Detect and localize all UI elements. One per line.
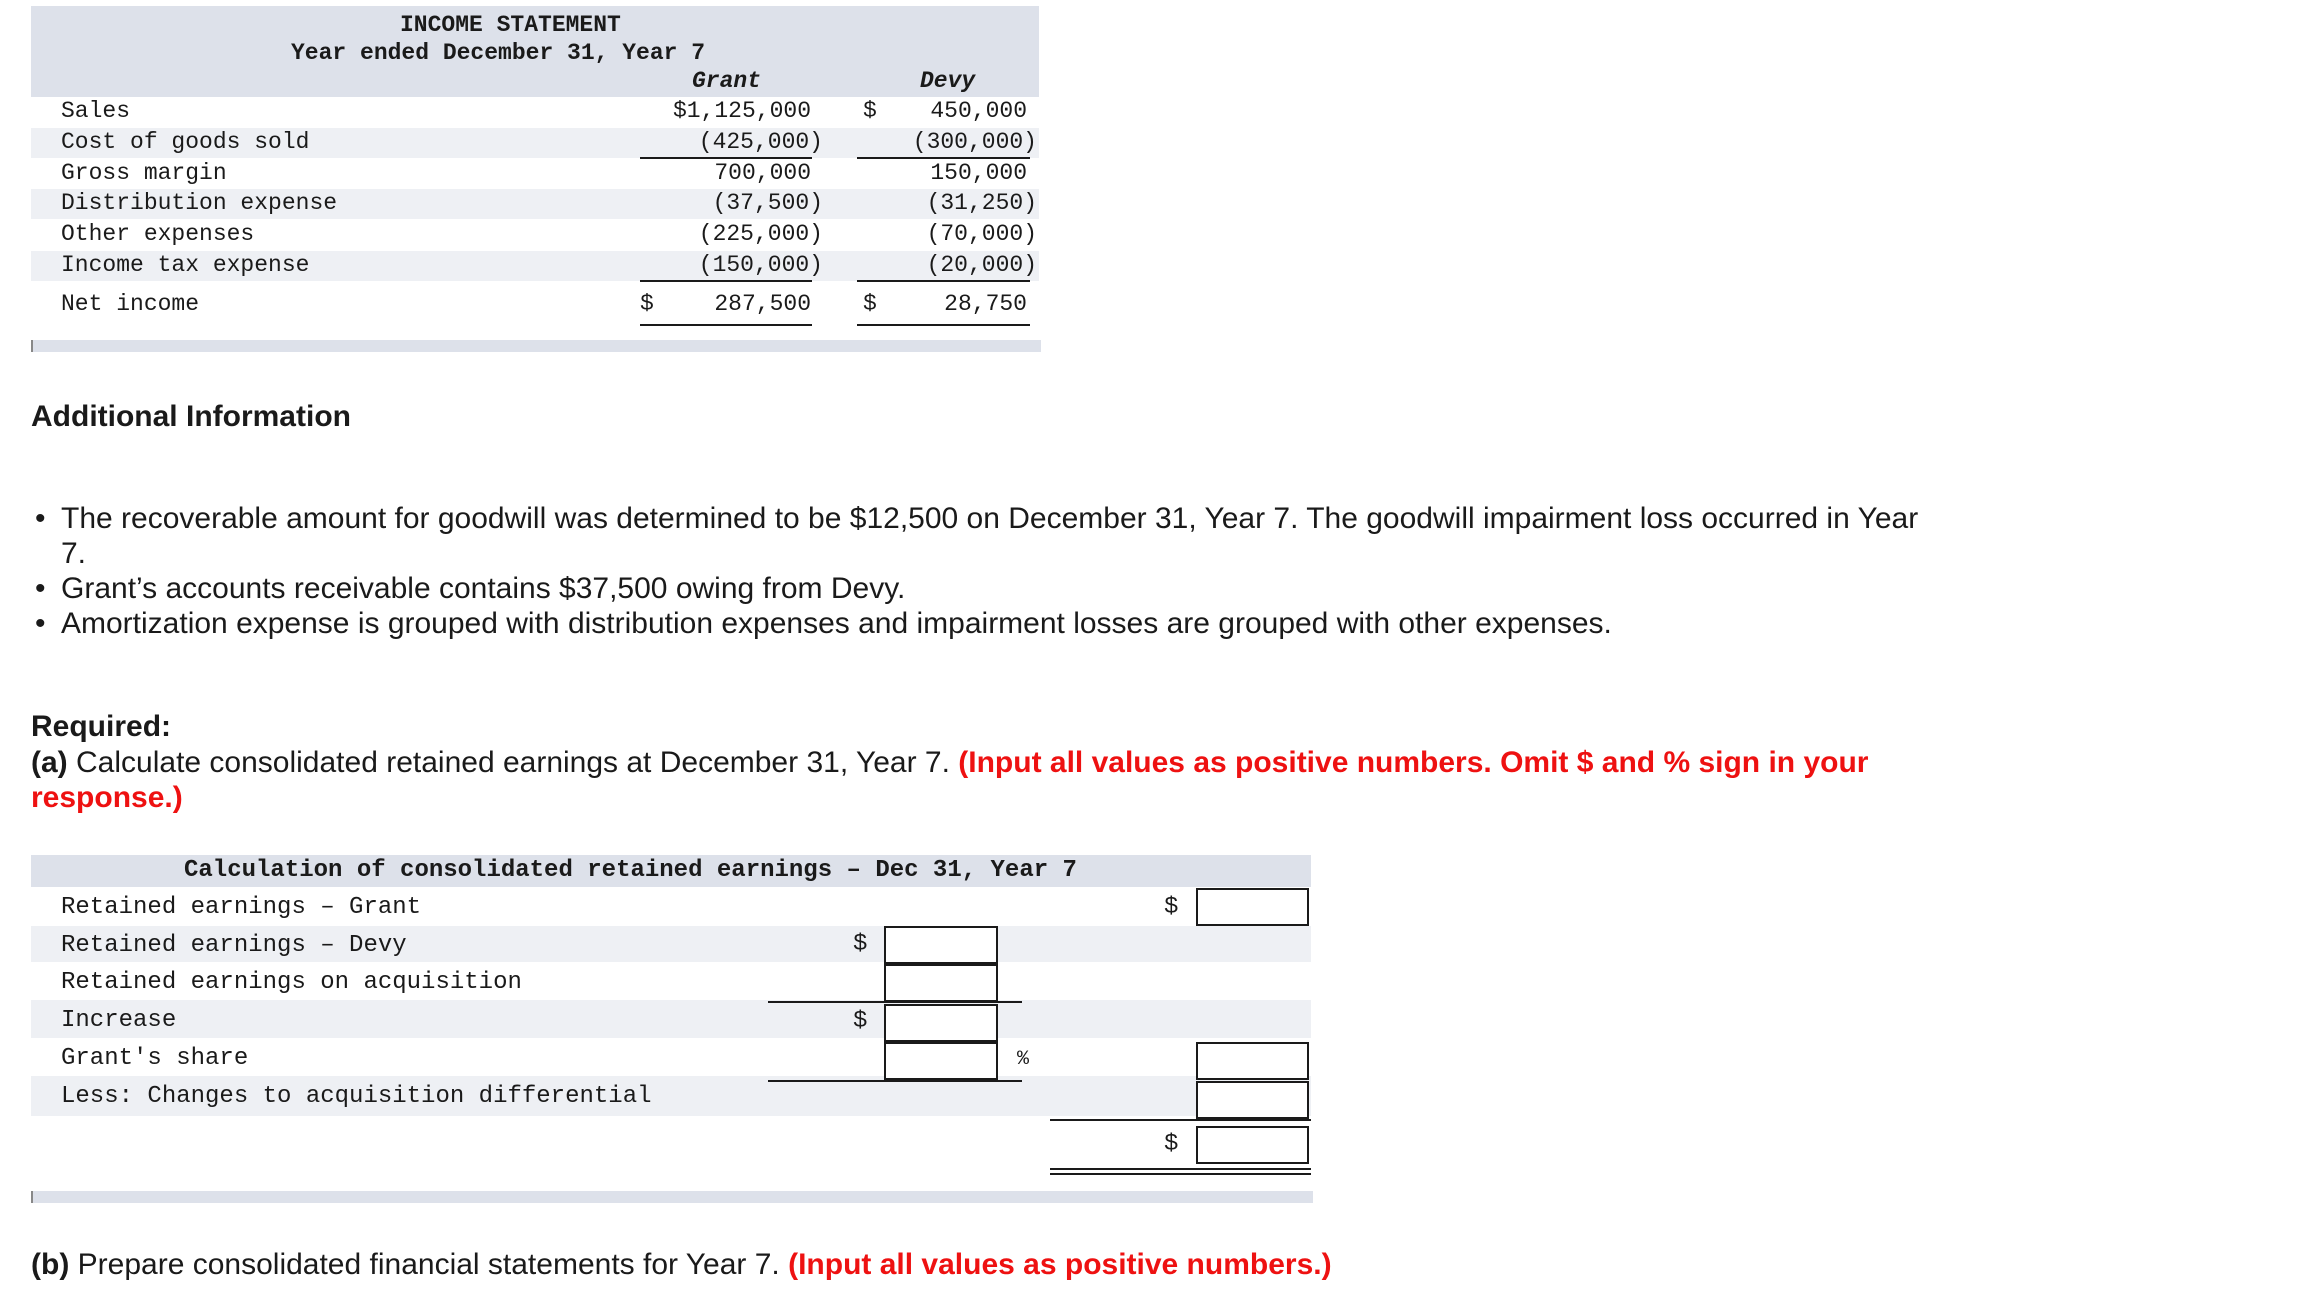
underline-grant-share	[768, 1080, 1022, 1082]
consolidated-retained-earnings-table	[31, 855, 1311, 1203]
underline-devy-tax	[857, 280, 1030, 282]
column-header-grant: Grant	[692, 68, 762, 94]
income-row-net-income: Net income $ 287,500 $ 28,750	[61, 291, 1027, 317]
calculation-header: Calculation of consolidated retained earnings – Dec 31, Year 7	[31, 855, 1311, 887]
list-item: • The recoverable amount for goodwill was determined to be $12,500 on December 31, Year 7. The goodwill impairment loss occurred in Year 7.	[35, 502, 1919, 570]
calc-row-re-acquisition: Retained earnings on acquisition	[61, 969, 522, 996]
additional-information-title: Additional Information	[31, 400, 351, 433]
double-underline-bottom	[1050, 1173, 1311, 1175]
income-row-gross-margin: Gross margin 700,000 150,000	[61, 160, 1027, 186]
bullet-dot-icon: •	[35, 572, 46, 605]
income-statement-footer	[31, 340, 1041, 352]
re-acquisition-input[interactable]	[884, 964, 998, 1002]
dollar-sign: $	[853, 931, 868, 958]
required-title: Required:	[31, 710, 172, 743]
required-part-a: (a) Calculate consolidated retained earnings at December 31, Year 7. (Input all values as positive numbers. Omit $ and % sign in your response.)	[31, 746, 1869, 814]
dollar-sign: $	[853, 1008, 868, 1035]
underline-subtotal	[1050, 1119, 1311, 1121]
underline-grant-net	[640, 324, 812, 326]
part-b-instruction: (Input all values as positive numbers.)	[788, 1248, 1332, 1281]
income-statement-header	[31, 6, 1039, 97]
bullet-dot-icon: •	[35, 607, 46, 640]
grant-share-percent-input[interactable]	[884, 1042, 998, 1080]
income-row-distribution: Distribution expense (37,500) (31,250)	[31, 189, 1039, 219]
income-statement-title: INCOME STATEMENT	[400, 12, 621, 38]
list-item: • Grant’s accounts receivable contains $37,500 owing from Devy.	[35, 572, 906, 605]
increase-input[interactable]	[884, 1004, 998, 1042]
income-statement-subtitle: Year ended December 31, Year 7	[291, 40, 706, 66]
column-header-devy: Devy	[920, 68, 976, 94]
required-part-b: (b) Prepare consolidated financial statements for Year 7. (Input all values as positive numbers.)	[31, 1248, 1332, 1281]
income-row-income-tax: Income tax expense (150,000) (20,000)	[31, 251, 1039, 281]
calc-row-increase: Increase	[31, 1000, 1311, 1038]
percent-sign: %	[1017, 1048, 1030, 1071]
bullet-dot-icon: •	[35, 502, 46, 535]
consolidated-retained-earnings-total-input[interactable]	[1196, 1126, 1309, 1164]
additional-information-list	[31, 501, 1951, 641]
double-underline-top	[1050, 1168, 1311, 1170]
dollar-sign: $	[1164, 1131, 1179, 1158]
calc-row-re-grant: Retained earnings – Grant	[61, 894, 422, 921]
underline-devy-net	[857, 324, 1030, 326]
dollar-sign: $	[1164, 894, 1179, 921]
calc-row-grant-share: Grant's share	[61, 1045, 249, 1072]
changes-acquisition-differential-input[interactable]	[1196, 1081, 1309, 1119]
list-item: • Amortization expense is grouped with distribution expenses and impairment losses are grouped with other expenses.	[35, 607, 1612, 640]
calc-row-changes-acq-diff: Less: Changes to acquisition differential	[31, 1076, 1311, 1116]
re-devy-input[interactable]	[884, 926, 998, 964]
income-row-other-expenses: Other expenses (225,000) (70,000)	[61, 221, 1037, 247]
calculation-footer	[31, 1191, 1313, 1203]
part-a-instruction: (Input all values as positive numbers. Omit $ and % sign in your response.)	[31, 746, 1869, 814]
income-row-sales: Sales $1,125,000 $ 450,000	[61, 98, 1027, 124]
calc-row-re-devy: Retained earnings – Devy	[31, 926, 1311, 962]
re-grant-input[interactable]	[1196, 888, 1309, 926]
income-row-cogs: Cost of goods sold (425,000) (300,000)	[31, 128, 1039, 158]
grant-share-amount-input[interactable]	[1196, 1042, 1309, 1080]
underline-grant-tax	[640, 280, 812, 282]
